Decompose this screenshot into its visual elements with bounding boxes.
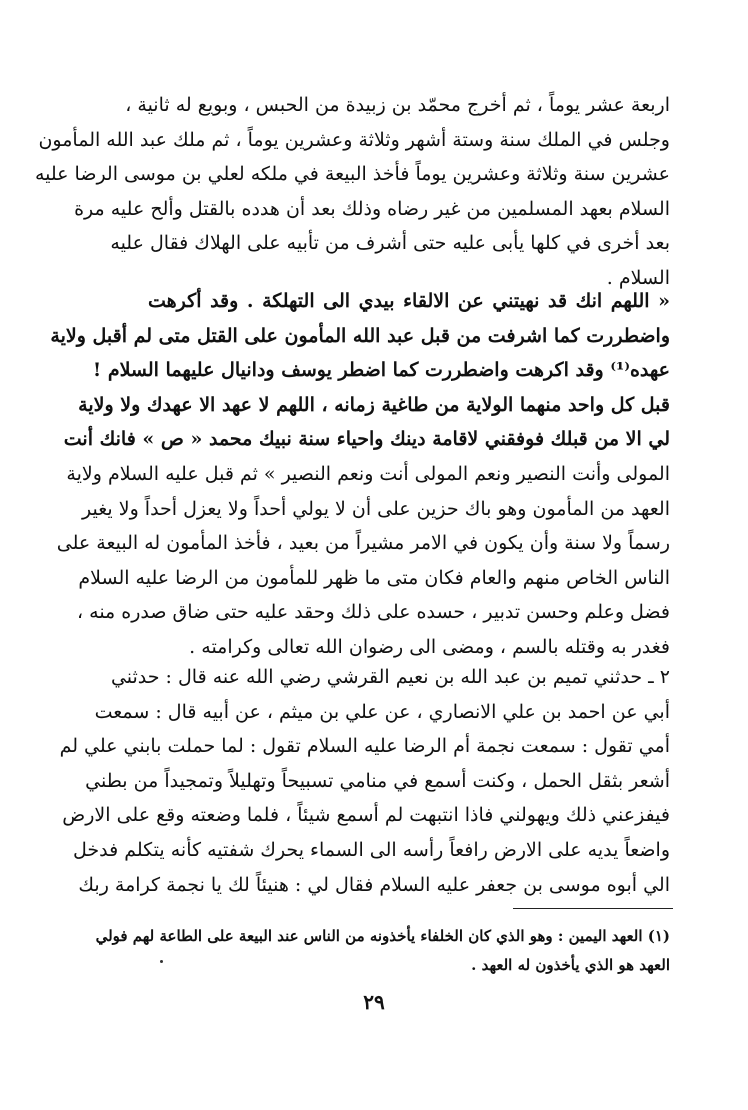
text-line: عهده⁽¹⁾ وقد اكرهت واضطررت كما اضطر يوسف ودانيال عليهما السلام ! bbox=[92, 359, 670, 382]
text-line: السلام . bbox=[606, 266, 670, 289]
text-line: ٢ ـ حدثني تميم بن عبد الله بن نعيم القرشي رضي الله عنه قال : حدثني bbox=[110, 666, 670, 688]
text-line: واضعاً يديه على الارض رافعاً رأسه الى السماء يحرك شفتيه كأنه يتكلم فدخل bbox=[73, 838, 670, 861]
footnote-divider bbox=[513, 908, 673, 909]
text-line: العهد من المأمون وهو باك حزين على أن لا يولي أحداً ولا يعزل أحداً ولا يغير bbox=[82, 497, 670, 520]
text-line: أبي عن احمد بن علي الانصاري ، عن علي بن ميثم ، عن أبيه قال : سمعت bbox=[94, 700, 670, 723]
text-line: رسماً ولا سنة وأن يكون في الامر مشيراً من بعيد ، فأخذ المأمون له البيعة على bbox=[56, 532, 670, 555]
text-line: وجلس في الملك سنة وستة أشهر وثلاثة وعشرين يوماً ، ثم ملك عبد الله المأمون bbox=[38, 128, 670, 151]
text-line: قبل كل واحد منهما الولاية من طاغية زمانه ، اللهم لا عهد الا عهدك ولا ولاية bbox=[78, 393, 670, 416]
text-line: بعد أخرى في كلها يأبى عليه حتى أشرف من تأبيه على الهلاك فقال عليه bbox=[110, 232, 670, 255]
footnote-line: العهد هو الذي يأخذون له العهد . bbox=[471, 956, 670, 974]
text-line: اربعة عشر يوماً ، ثم أخرج محمّد بن زبيدة من الحبس ، وبويع له ثانية ، bbox=[125, 94, 670, 116]
paragraph-3 bbox=[59, 660, 670, 902]
page-number: ٢٩ bbox=[363, 990, 385, 1014]
text-line: فيفزعني ذلك ويهولني فاذا انتبهت لم أسمع شيئاً ، فلما وضعته وقع على الارض bbox=[62, 804, 670, 827]
paragraph-1 bbox=[34, 88, 670, 296]
footnotes bbox=[95, 922, 670, 980]
text-line: أمي تقول : سمعت نجمة أم الرضا عليه السلام تقول : لما حملت بابني علي لم bbox=[59, 735, 670, 758]
text-line: « اللهم انك قد نهيتني عن الالقاء بيدي الى التهلكة . وقد أكرهت bbox=[148, 290, 670, 312]
text-line: فغدر به وقتله بالسم ، ومضى الى رضوان الله تعالى وكرامته . bbox=[189, 635, 670, 658]
text-line: واضطررت كما اشرفت من قبل عبد الله المأمون على القتل متى لم أقبل ولاية bbox=[50, 324, 670, 347]
scan-speck bbox=[160, 960, 163, 963]
text-line: الي أبوه موسى بن جعفر عليه السلام فقال لي : هنيئاً لك يا نجمة كرامة ربك bbox=[78, 873, 670, 896]
footnote-line: (١) العهد اليمين : وهو الذي كان الخلفاء يأخذونه من الناس عند البيعة على الطاعة لهم فولي bbox=[95, 927, 670, 945]
text-line: عشرين سنة وثلاثة وعشرين يوماً فأخذ البيعة في ملكه لعلي بن موسى الرضا عليه bbox=[34, 163, 670, 186]
text-line: لي الا من قبلك فوفقني لاقامة دينك واحياء سنة نبيك محمد « ص » فانك أنت bbox=[63, 428, 670, 451]
text-line: أشعر بثقل الحمل ، وكنت أسمع في منامي تسبيحاً وتهليلاً وتمجيداً من بطني bbox=[85, 769, 670, 792]
text-line: الناس الخاص منهم والعام فكان متى ما ظهر للمأمون من الرضا عليه السلام bbox=[78, 566, 670, 589]
text-line: المولى وأنت النصير ونعم المولى أنت ونعم النصير » ثم قبل عليه السلام ولاية bbox=[66, 462, 670, 485]
text-line: السلام بعهد المسلمين من غير رضاه وذلك بعد أن هدده بالقتل وألح عليه مرة bbox=[74, 197, 670, 220]
text-line: فضل وعلم وحسن تدبير ، حسده على ذلك وحقد عليه حتى ضاق صدره منه ، bbox=[76, 601, 670, 624]
paragraph-2 bbox=[50, 284, 670, 665]
